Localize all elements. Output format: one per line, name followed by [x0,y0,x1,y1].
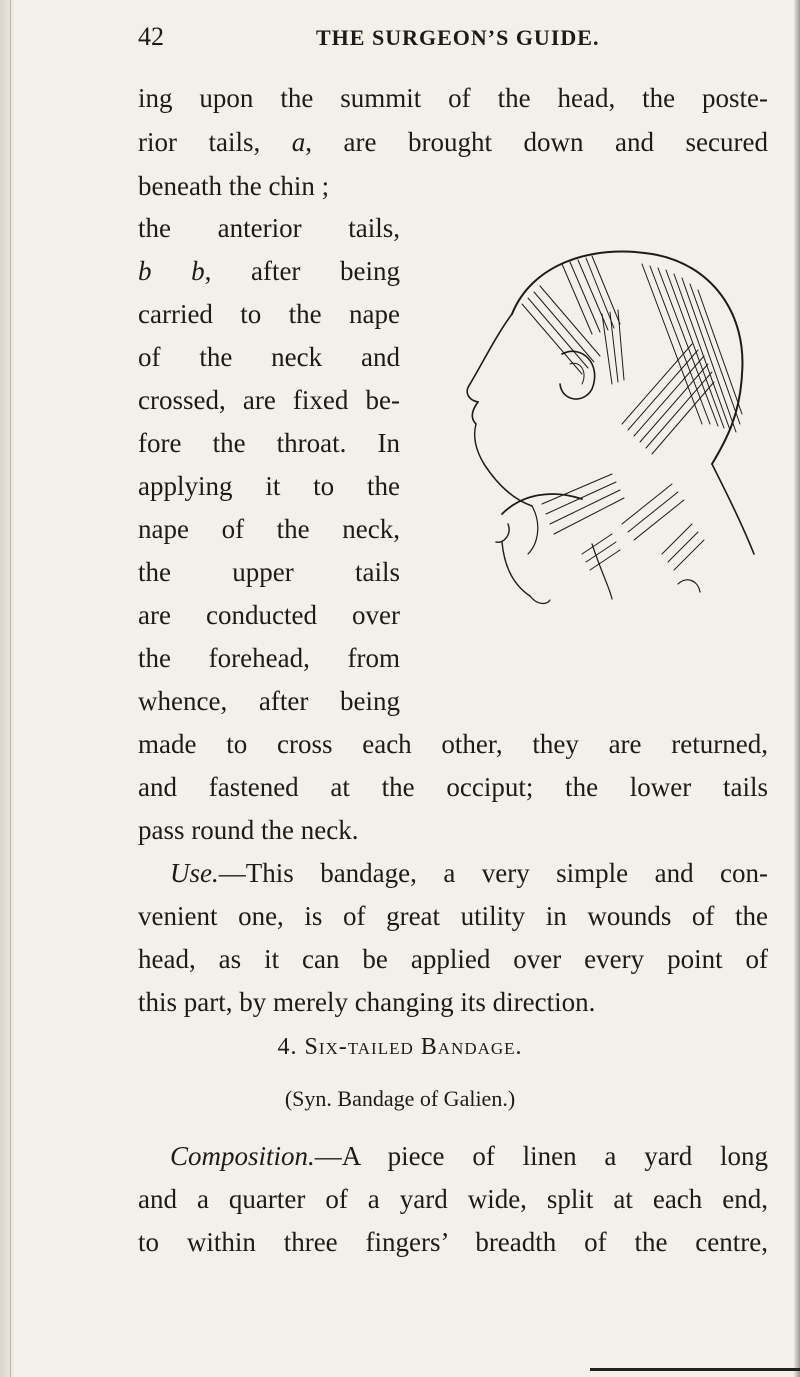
page-number: 42 [138,22,164,51]
text-line: and a quarter of a yard wide, split at each end, [138,1184,768,1214]
text-line: this part, by merely changing its direction. [138,987,596,1017]
text-line: crossed, are fixed be- [138,385,400,415]
text-line: fore the throat. In [138,428,400,458]
text-line: b b, after being [138,256,401,286]
page-left-edge [0,0,14,1377]
running-head: THE SURGEON’S GUIDE. [316,25,600,50]
section-synonym: (Syn. Bandage of Galien.) [284,1086,516,1111]
text-line: to within three fingers’ breadth of the centre, [138,1227,768,1257]
text-line: rior tails, a, are brought down and secured [138,127,768,157]
text-line: Composition.—A piece of linen a yard long [170,1141,768,1171]
text-line: are conducted over [138,600,400,630]
text-line: the upper tails [138,557,400,587]
text-line: whence, after being [138,686,400,716]
text-line: the anterior tails, [138,213,400,243]
text-line: Use.—This bandage, a very simple and con- [170,858,768,888]
page-header [138,22,778,56]
section-heading: 4. Six-tailed Bandage. [277,1034,523,1060]
text-line: applying it to the [138,471,400,501]
text-line: made to cross each other, they are returned, [138,729,768,759]
bottom-rule [590,1368,800,1371]
text-line: beneath the chin ; [138,171,330,201]
page-binding-line [10,0,11,1377]
text-line: ing upon the summit of the head, the poste- [138,83,768,113]
text-line: of the neck and [138,342,400,372]
text-line: carried to the nape [138,299,400,329]
head-bandage-engraving-icon [442,224,762,644]
text-line: the forehead, from [138,643,400,673]
text-line: head, as it can be applied over every point of [138,944,768,974]
text-line: and fastened at the occiput; the lower tails [138,772,768,802]
text-line: pass round the neck. [138,815,359,845]
text-line: venient one, is of great utility in wounds of the [138,901,768,931]
text-line: nape of the neck, [138,514,400,544]
page-right-edge [794,0,800,1377]
